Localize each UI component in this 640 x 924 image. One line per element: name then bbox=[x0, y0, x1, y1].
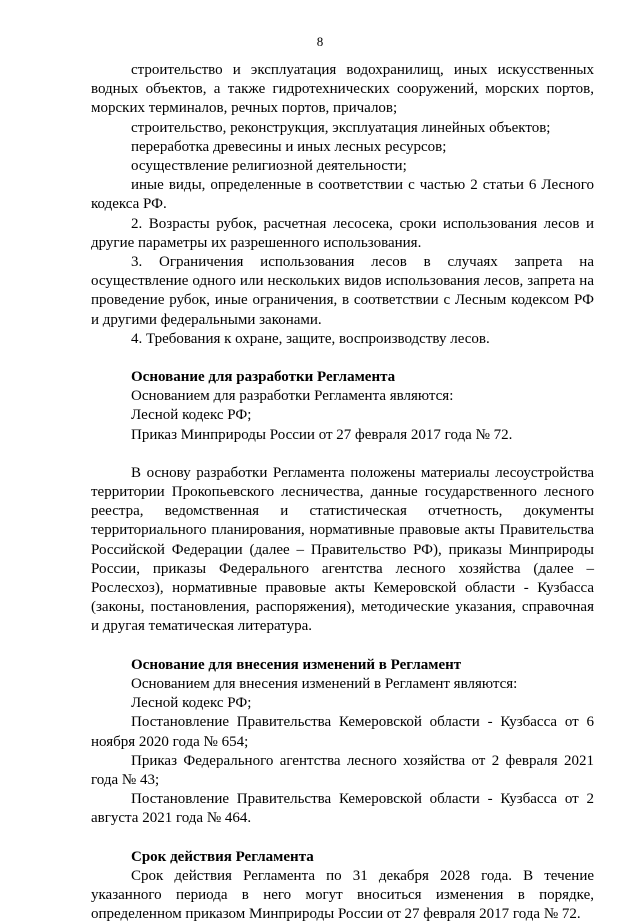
amend-item: Приказ Федерального агентства лесного хозяйства от 2 февраля 2021 года № 43; bbox=[91, 752, 594, 788]
list-item: переработка древесины и иных лесных ресурсов; bbox=[131, 138, 447, 155]
basis-item: Приказ Минприроды России от 27 февраля 2017 года № 72. bbox=[131, 426, 513, 443]
list-item: строительство, реконструкция, эксплуатация линейных объектов; bbox=[131, 119, 551, 136]
basis-item: Лесной кодекс РФ; bbox=[131, 407, 252, 424]
basis-intro: Основанием для разработки Регламента являются: bbox=[131, 388, 454, 405]
numbered-item-4: 4. Требования к охране, защите, воспроизводству лесов. bbox=[131, 330, 490, 347]
amend-intro: Основанием для внесения изменений в Регламент являются: bbox=[131, 675, 518, 692]
list-item: строительство и эксплуатация водохранилищ, иных искусственных водных объектов, а также гидротехнических сооружений, морских портов, морских терминалов, речных портов, причалов; bbox=[91, 62, 594, 117]
section-heading-term: Срок действия Регламента bbox=[131, 848, 314, 865]
document-body bbox=[91, 61, 594, 924]
section-heading-basis: Основание для разработки Регламента bbox=[131, 369, 396, 386]
list-item: осуществление религиозной деятельности; bbox=[131, 158, 407, 175]
amend-item: Постановление Правительства Кемеровской области - Кузбасса от 2 августа 2021 года № 464. bbox=[91, 791, 594, 827]
amend-item: Постановление Правительства Кемеровской области - Кузбасса от 6 ноября 2020 года № 654; bbox=[91, 714, 594, 750]
list-item: иные виды, определенные в соответствии с частью 2 статьи 6 Лесного кодекса РФ. bbox=[91, 177, 594, 213]
numbered-item-3: 3. Ограничения использования лесов в случаях запрета на осуществление одного или нескольких видов использования лесов, запрета на проведение рубок, иные ограничения, в соответствии с Лесным кодексом РФ и другими федеральными законами. bbox=[91, 254, 594, 328]
amend-item: Лесной кодекс РФ; bbox=[131, 695, 252, 712]
term-paragraph: Срок действия Регламента по 31 декабря 2028 года. В течение указанного периода в него могут вноситься изменения в порядке, определенном приказом Минприроды России от 27 февраля 2017 года № 72. bbox=[91, 867, 594, 923]
basis-paragraph: В основу разработки Регламента положены материалы лесоустройства территории Прокопьевского лесничества, данные государственного лесного реестра, ведомственная и статистическая отчетность, документы территориального планирования, нормативные правовые акты Правительства Российской Федерации (далее – Правительство РФ), приказы Минприроды России, приказы Федерального агентства лесного хозяйства (далее – Рослесхоз), нормативные правовые акты Кемеровской области - Кузбасса (законы, постановления, распоряжения), методические указания, справочная и другая тематическая литература. bbox=[91, 464, 594, 635]
section-heading-amend: Основание для внесения изменений в Регламент bbox=[131, 656, 462, 673]
numbered-item-2: 2. Возрасты рубок, расчетная лесосека, сроки использования лесов и другие параметры их разрешенного использования. bbox=[91, 215, 594, 251]
page-number: 8 bbox=[316, 34, 324, 49]
